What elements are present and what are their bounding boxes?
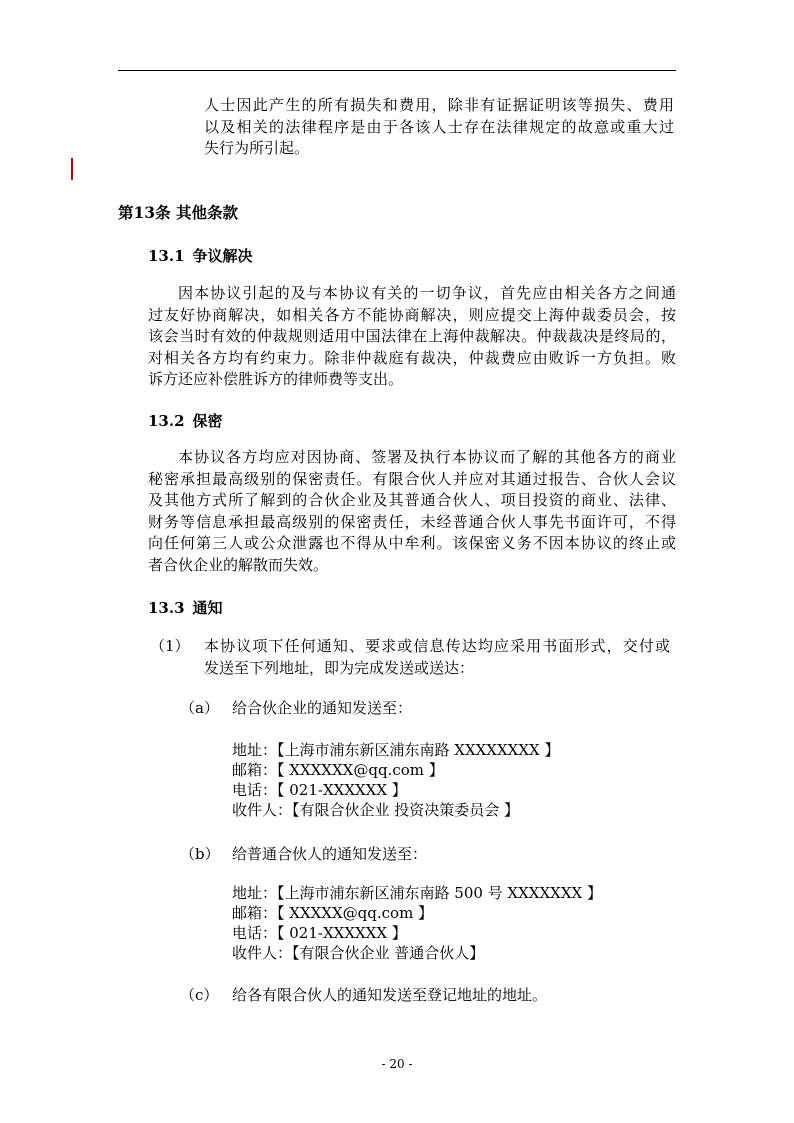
paragraph-line: 向任何第三人或公众泄露也不得从中牟利。该保密义务不因本协议的终止或 bbox=[148, 534, 676, 552]
paragraph-line: 以及相关的法律程序是由于各该人士存在法律规定的故意或重大过 bbox=[204, 117, 674, 136]
section-heading-dispute bbox=[148, 245, 253, 266]
address-line: 地址：【上海市浦东新区浦东南路 500 号 XXXXXXX 】 bbox=[232, 884, 602, 902]
list-marker: （b） bbox=[180, 845, 220, 863]
revision-bar bbox=[71, 158, 73, 180]
section-number: 13.2 bbox=[148, 412, 185, 430]
paragraph-line: 诉方还应补偿胜诉方的律师费等支出。 bbox=[148, 370, 404, 388]
paragraph-line: 发送至下列地址，即为完成发送或送达： bbox=[204, 658, 475, 677]
paragraph-line: 本协议项下任何通知、要求或信息传达均应采用书面形式，交付或 bbox=[204, 637, 670, 655]
article-heading: 第13条 其他条款 bbox=[118, 203, 238, 222]
item-text: 给合伙企业的通知发送至： bbox=[232, 699, 413, 717]
paragraph-line: 对相关各方均有约束力。除非仲裁庭有裁决，仲裁费应由败诉一方负担。败 bbox=[148, 348, 676, 367]
continuation-paragraph bbox=[204, 95, 674, 160]
dispute-paragraph bbox=[148, 283, 676, 391]
paragraph-line: 本协议各方均应对因协商、签署及执行本协议而了解的其他各方的商业 bbox=[178, 448, 676, 466]
paragraph-line: 该会当时有效的仲裁规则适用中国法律在上海仲裁解决。仲裁裁决是终局的， bbox=[148, 327, 676, 345]
address-block-gp bbox=[232, 883, 602, 963]
confidentiality-paragraph bbox=[148, 447, 676, 576]
address-line: 地址：【上海市浦东新区浦东南路 XXXXXXXX 】 bbox=[232, 741, 560, 759]
paragraph-line: 因本协议引起的及与本协议有关的一切争议，首先应由相关各方之间通 bbox=[178, 284, 676, 302]
recipient-line: 收件人：【有限合伙企业 投资决策委员会 】 bbox=[232, 801, 520, 819]
section-heading-confidentiality bbox=[148, 410, 223, 431]
section-title: 保密 bbox=[192, 412, 223, 430]
notice-item-b bbox=[180, 844, 600, 866]
recipient-line: 收件人：【有限合伙企业 普通合伙人】 bbox=[232, 944, 485, 962]
item-text: 给普通合伙人的通知发送至： bbox=[232, 845, 428, 863]
section-heading-notice bbox=[148, 597, 223, 618]
email-line: 邮箱：【 XXXXX@qq.com 】 bbox=[232, 904, 434, 922]
paragraph-line: 人士因此产生的所有损失和费用，除非有证据证明该等损失、费用 bbox=[204, 96, 674, 114]
paragraph-line: 过友好协商解决，如相关各方不能协商解决，则应提交上海仲裁委员会，按 bbox=[148, 305, 676, 324]
paragraph-line: 者合伙企业的解散而失效。 bbox=[148, 555, 329, 574]
section-number: 13.1 bbox=[148, 247, 185, 265]
item-text: 给各有限合伙人的通知发送至登记地址的地址。 bbox=[232, 986, 548, 1004]
list-marker: （c） bbox=[180, 986, 219, 1004]
page-number: - 20 - bbox=[381, 1057, 413, 1071]
phone-line: 电话：【 021-XXXXXX 】 bbox=[232, 781, 407, 799]
address-block-partnership bbox=[232, 740, 559, 820]
list-marker: （a） bbox=[180, 699, 219, 717]
list-marker: （1） bbox=[150, 637, 190, 655]
phone-line: 电话：【 021-XXXXXX 】 bbox=[232, 924, 407, 942]
paragraph-line: 秘密承担最高级别的保密责任。有限合伙人并应对其通过报告、合伙人会议 bbox=[148, 469, 676, 488]
email-line: 邮箱：【 XXXXXX@qq.com 】 bbox=[232, 761, 444, 779]
section-number: 13.3 bbox=[148, 599, 185, 617]
section-title: 通知 bbox=[192, 599, 223, 617]
section-title: 争议解决 bbox=[192, 247, 253, 265]
header-rule bbox=[118, 70, 676, 71]
notice-item-c bbox=[180, 985, 660, 1007]
notice-item-1 bbox=[150, 636, 670, 680]
paragraph-line: 及其他方式所了解到的合伙企业及其普通合伙人、项目投资的商业、法律、 bbox=[148, 491, 676, 509]
paragraph-line: 失行为所引起。 bbox=[204, 139, 310, 157]
notice-item-a bbox=[180, 698, 600, 720]
paragraph-line: 财务等信息承担最高级别的保密责任，未经普通合伙人事先书面许可，不得 bbox=[148, 512, 676, 531]
